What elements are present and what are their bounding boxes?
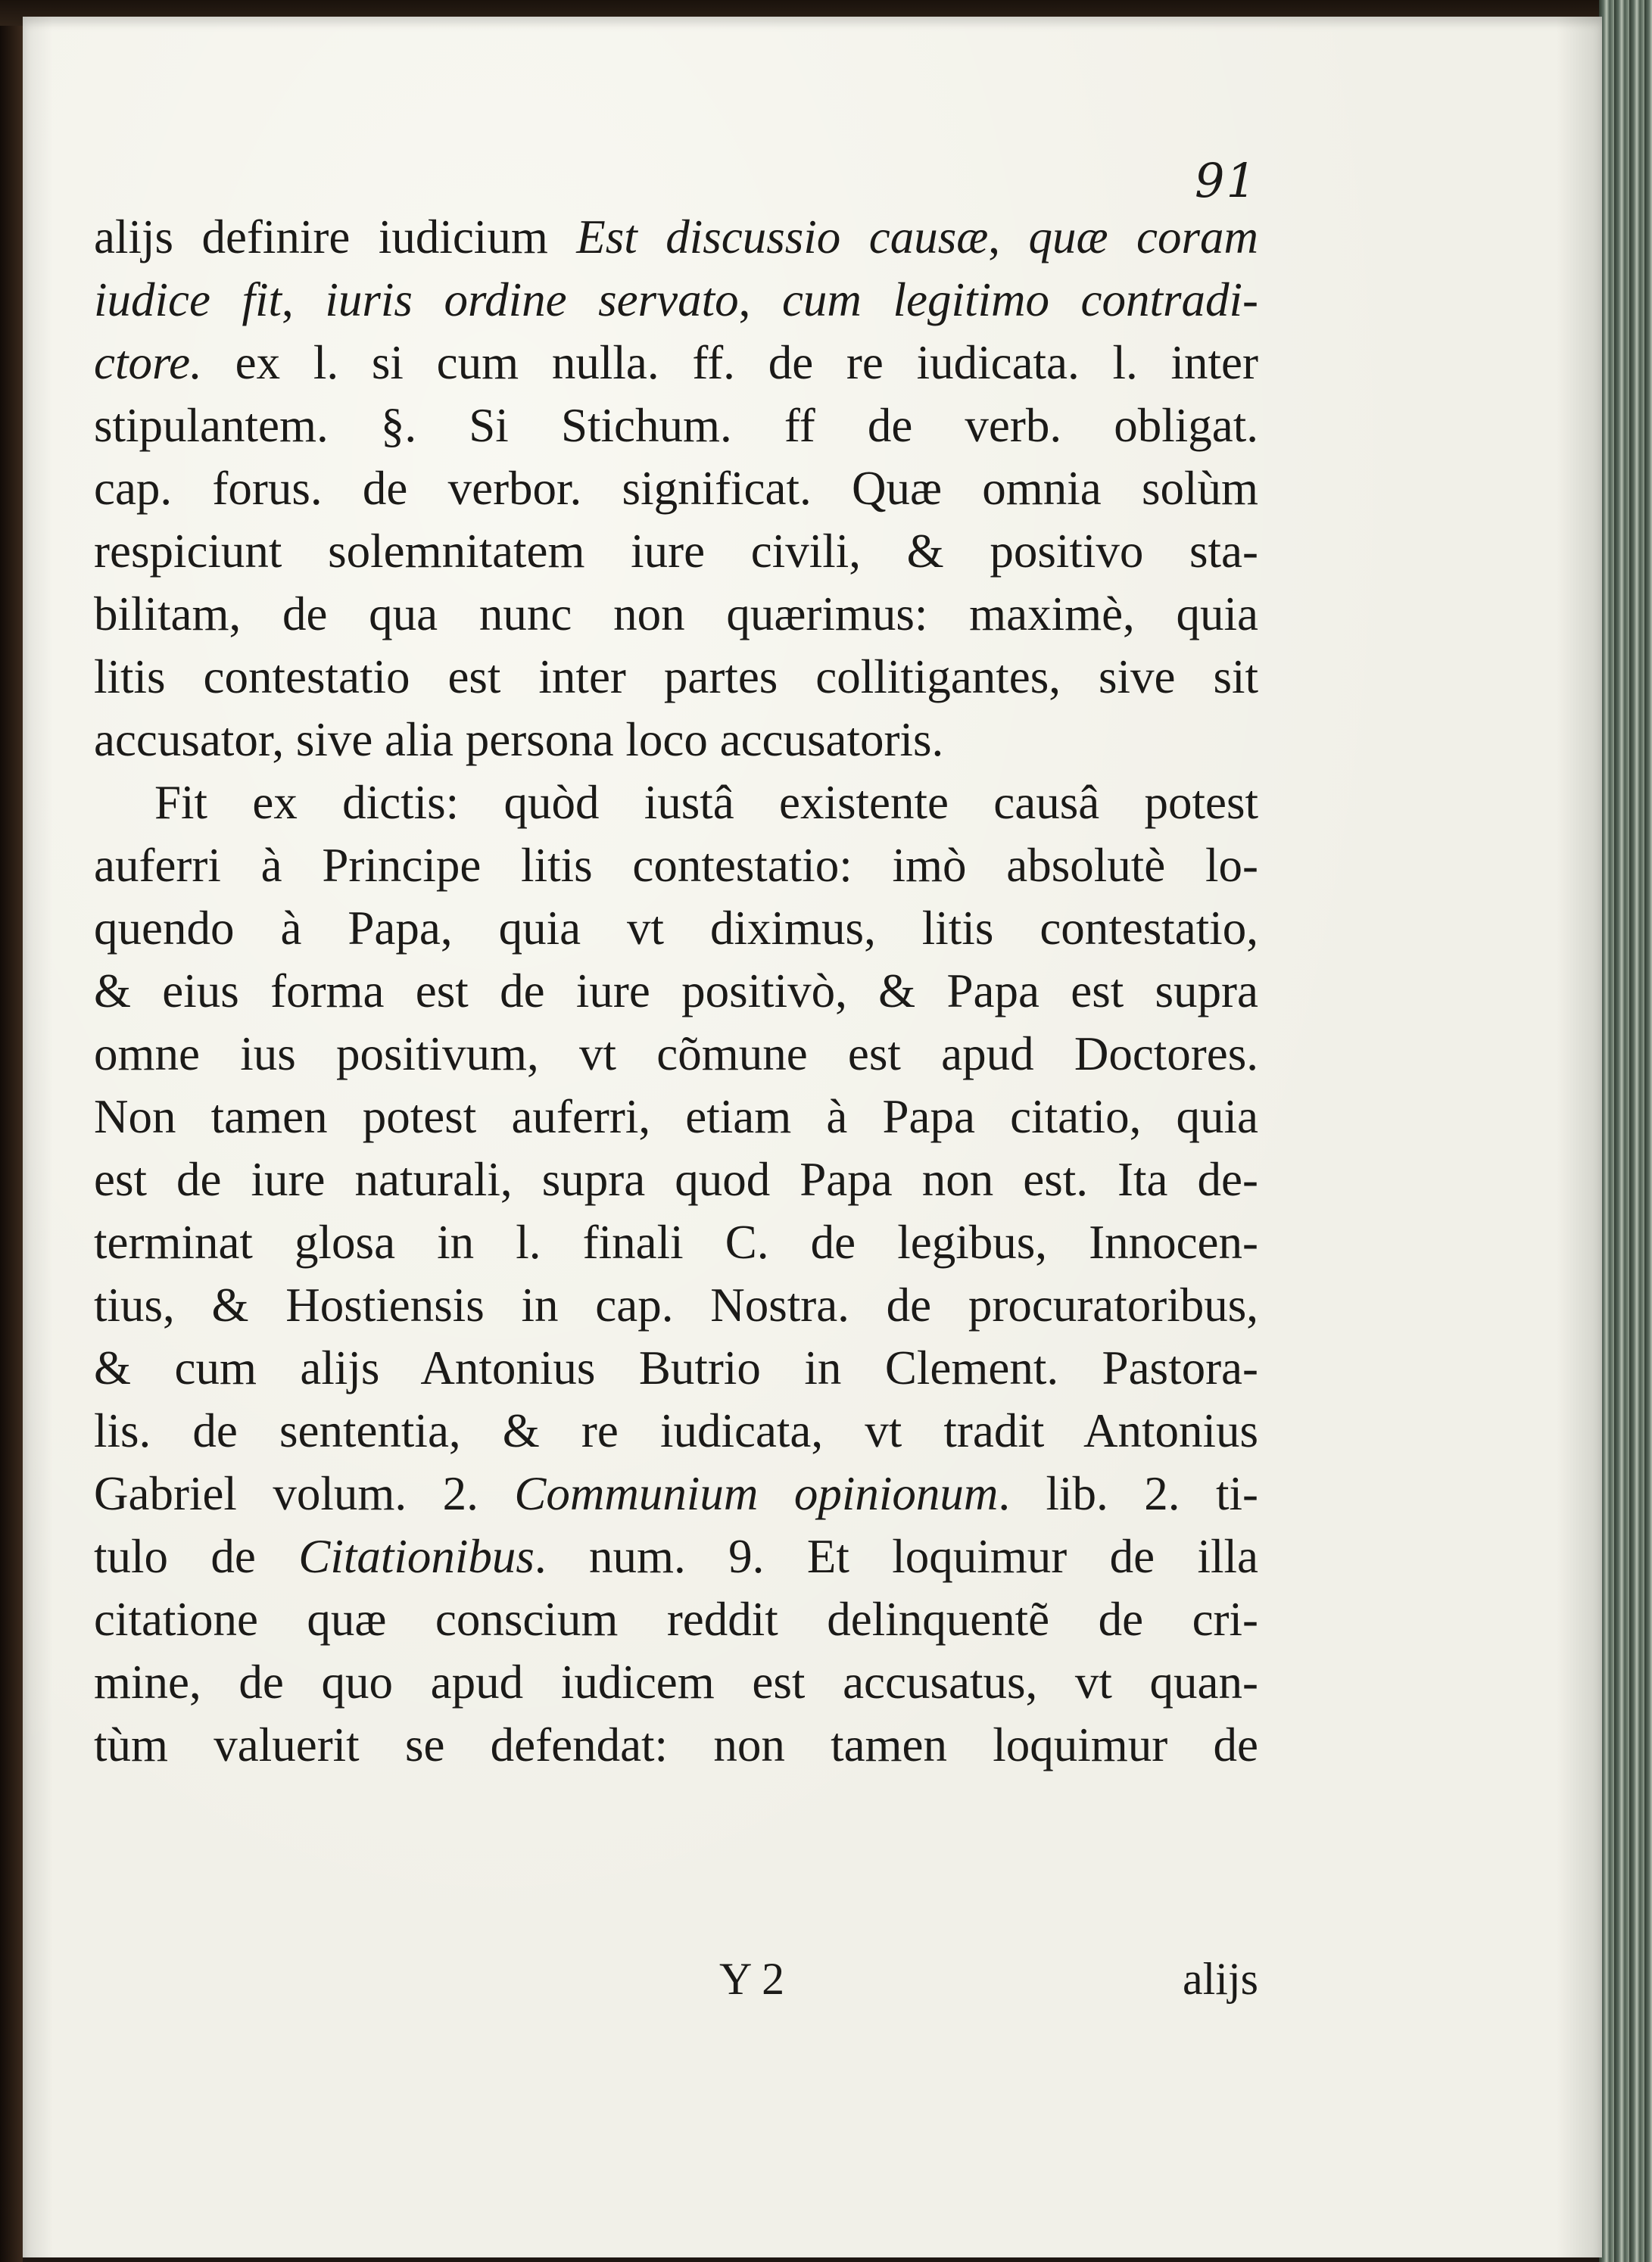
italic-text: Est discussio causæ [576, 210, 989, 263]
page-number: 91 [1195, 153, 1258, 208]
text-line [94, 520, 1258, 583]
text-run: bilitam, de qua nunc non quærimus: maximè, quia [94, 587, 1258, 640]
text-run: respiciunt solemnitatem iure civili, & positivo sta- [94, 525, 1258, 578]
text-run: lis. de sententia, & re iudicata, vt tradit Antonius [94, 1404, 1258, 1457]
text-line [94, 1400, 1258, 1463]
text-line [94, 1463, 1258, 1525]
text-run: . num. 9. Et loquimur de illa [534, 1530, 1258, 1583]
text-line [94, 960, 1258, 1023]
text-run: alijs definire iudicium [94, 210, 577, 263]
text-line [94, 332, 1258, 394]
signature-mark: Y 2 [719, 1954, 785, 2004]
text-line [94, 206, 1258, 269]
text-run: quendo à Papa, quia vt diximus, litis contestatio, [94, 902, 1258, 955]
text-run: tius, & Hostiensis in cap. Nostra. de procuratoribus, [94, 1279, 1258, 1332]
text-run: auferri à Principe litis contestatio: imò absolutè lo- [94, 839, 1258, 892]
text-line [94, 771, 1258, 834]
text-line [94, 583, 1258, 646]
body-text [94, 206, 1258, 1777]
text-line [94, 897, 1258, 960]
text-line [94, 1525, 1258, 1588]
text-run: & eius forma est de iure positivò, & Papa est supra [94, 964, 1258, 1017]
text-line [94, 269, 1258, 332]
text-line [94, 1651, 1258, 1714]
text-run: , [738, 273, 782, 326]
text-line [94, 1211, 1258, 1274]
text-run: litis contestatio est inter partes collitigantes, sive sit [94, 650, 1258, 703]
text-line [94, 1148, 1258, 1211]
italic-text: quæ coram [1028, 210, 1258, 263]
text-run: . lib. 2. ti- [998, 1467, 1258, 1520]
text-run: omne ius positivum, vt cõmune est apud Doctores. [94, 1027, 1258, 1080]
italic-text: cum legitimo contradi- [781, 273, 1258, 326]
text-run: accusator, sive alia persona loco accusatoris. [94, 713, 944, 766]
text-run: terminat glosa in l. finali C. de legibus, Innocen- [94, 1216, 1258, 1269]
text-run: tulo de [94, 1530, 299, 1583]
text-run: est de iure naturali, supra quod Papa non est. Ita de- [94, 1153, 1258, 1206]
text-run: Non tamen potest auferri, etiam à Papa citatio, quia [94, 1090, 1258, 1143]
text-run: cap. forus. de verbor. significat. Quæ omnia solùm [94, 462, 1258, 515]
text-run: Gabriel volum. 2. [94, 1467, 515, 1520]
text-run: citatione quæ conscium reddit delinquentẽ de cri- [94, 1593, 1258, 1646]
text-run: tùm valuerit se defendat: non tamen loquimur de [94, 1718, 1258, 1771]
italic-text: Citationibus [298, 1530, 535, 1583]
text-run: , [988, 210, 1029, 263]
text-line [94, 394, 1258, 457]
text-line [94, 1588, 1258, 1651]
italic-text: iudice fit [94, 273, 282, 326]
page-fore-edge [1599, 0, 1652, 2262]
text-run: , [282, 273, 326, 326]
italic-text: Communium opinionum [514, 1467, 999, 1520]
italic-text: iuris ordine servato [325, 273, 739, 326]
text-line [94, 1714, 1258, 1777]
text-run: Fit ex dictis: quòd iustâ existente causâ potest [154, 776, 1258, 829]
text-run: & cum alijs Antonius Butrio in Clement. Pastora- [94, 1341, 1258, 1394]
text-line [94, 834, 1258, 897]
text-line [94, 1023, 1258, 1086]
text-run: ex l. si cum nulla. ff. de re iudicata. l. inter [201, 336, 1258, 389]
text-line [94, 457, 1258, 520]
text-line [94, 1337, 1258, 1400]
text-run: stipulantem. §. Si Stichum. ff de verb. obligat. [94, 399, 1258, 452]
text-line [94, 1274, 1258, 1337]
italic-text: ctore. [94, 336, 202, 389]
catchword: alijs [1183, 1954, 1258, 2004]
book-binding [0, 0, 23, 2262]
page-footer [94, 1953, 1258, 2014]
printed-page [23, 17, 1602, 2257]
text-run: mine, de quo apud iudicem est accusatus, vt quan- [94, 1656, 1258, 1709]
text-line [94, 1086, 1258, 1148]
text-line [94, 646, 1258, 709]
text-line [94, 709, 1258, 771]
